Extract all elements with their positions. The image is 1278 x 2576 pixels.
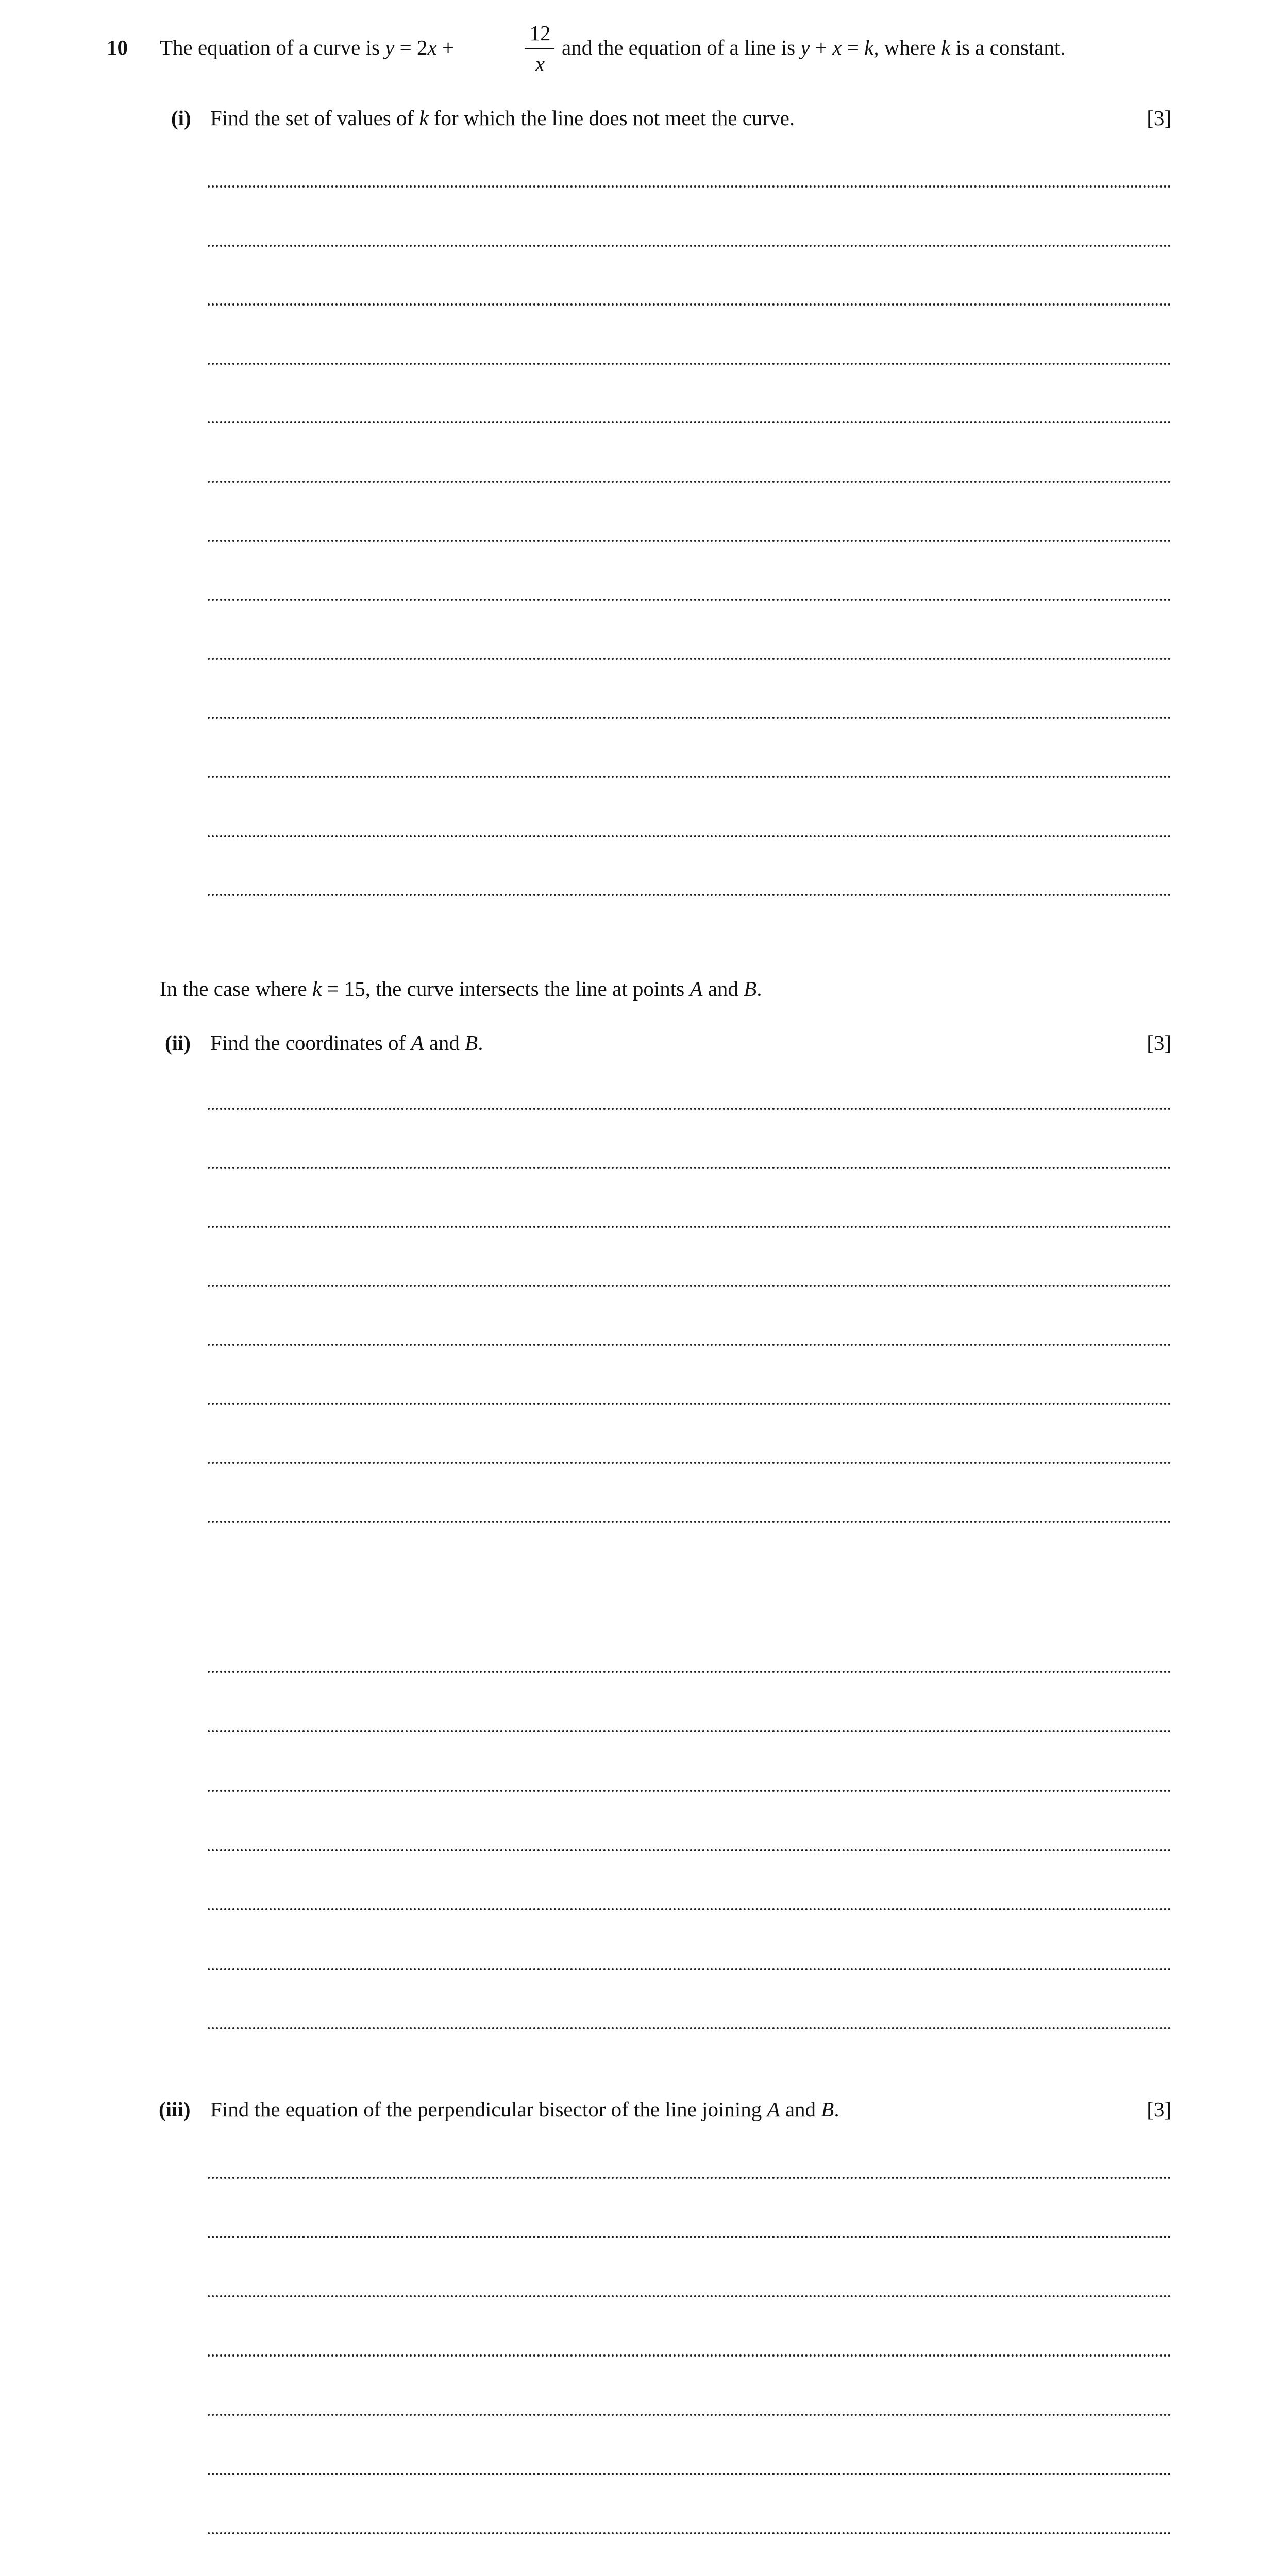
- stem-text: , where: [873, 36, 941, 59]
- stem-text: =: [842, 36, 865, 59]
- answer-line[interactable]: [208, 1167, 1171, 1169]
- answer-line[interactable]: [208, 599, 1171, 601]
- answer-line[interactable]: [208, 2177, 1171, 2179]
- part-ii-text: [210, 1030, 483, 1055]
- answer-line[interactable]: [208, 303, 1171, 306]
- var-B: B: [744, 977, 757, 1001]
- part-iii-marks: [3]: [1147, 2097, 1171, 2121]
- question-stem-part1: [160, 35, 454, 60]
- var-A: A: [411, 1031, 424, 1055]
- part-text: Find the set of values of: [210, 106, 419, 130]
- answer-line[interactable]: [208, 2295, 1171, 2297]
- part-ii-marks: [3]: [1147, 1031, 1171, 1055]
- answer-line[interactable]: [208, 2354, 1171, 2357]
- answer-line[interactable]: [208, 658, 1171, 660]
- answer-line[interactable]: [208, 2532, 1171, 2534]
- var-y: y: [385, 36, 395, 59]
- var-k: k: [941, 36, 951, 59]
- part-iii-label: (iii): [159, 2097, 191, 2121]
- answer-line[interactable]: [208, 1790, 1171, 1792]
- part-ii-label: (ii): [165, 1031, 191, 1055]
- var-A: A: [767, 2097, 780, 2121]
- answer-line[interactable]: [208, 1403, 1171, 1405]
- context-segment: = 15, the curve intersects the line at points: [322, 977, 690, 1001]
- stem-text: +: [810, 36, 833, 59]
- stem-text: +: [436, 36, 455, 59]
- part-iii-text: [210, 2097, 839, 2122]
- answer-line[interactable]: [208, 2027, 1171, 2029]
- answer-line[interactable]: [208, 1108, 1171, 1110]
- answer-line[interactable]: [208, 185, 1171, 188]
- part-text: and: [780, 2097, 821, 2121]
- var-k: k: [419, 106, 429, 130]
- context-segment: .: [756, 977, 762, 1001]
- var-x: x: [427, 36, 437, 59]
- answer-line[interactable]: [208, 2473, 1171, 2475]
- var-y: y: [800, 36, 810, 59]
- answer-line[interactable]: [208, 894, 1171, 896]
- answer-line[interactable]: [208, 1285, 1171, 1287]
- fraction-numerator: 12: [529, 21, 551, 45]
- answer-line[interactable]: [208, 481, 1171, 483]
- answer-line[interactable]: [208, 1849, 1171, 1851]
- question-number: 10: [107, 36, 128, 59]
- var-x: x: [832, 36, 842, 59]
- answer-line[interactable]: [208, 1908, 1171, 1910]
- part-text: .: [834, 2097, 839, 2121]
- var-k: k: [864, 36, 874, 59]
- stem-text: and the equation of a line is: [562, 36, 801, 59]
- answer-line[interactable]: [208, 1226, 1171, 1228]
- part-text: for which the line does not meet the curve.: [428, 106, 795, 130]
- part-text: .: [478, 1031, 483, 1055]
- question-stem-part2: [562, 35, 1066, 60]
- var-k: k: [312, 977, 322, 1001]
- part-text: Find the coordinates of: [210, 1031, 411, 1055]
- answer-line[interactable]: [208, 245, 1171, 247]
- answer-line[interactable]: [208, 1671, 1171, 1673]
- var-A: A: [690, 977, 703, 1001]
- answer-line[interactable]: [208, 776, 1171, 778]
- answer-line[interactable]: [208, 1344, 1171, 1346]
- fraction-bar: [525, 48, 554, 49]
- part-text: and: [424, 1031, 465, 1055]
- var-B: B: [821, 2097, 834, 2121]
- fraction-denominator: x: [535, 52, 545, 76]
- answer-line[interactable]: [208, 2414, 1171, 2416]
- answer-line[interactable]: [208, 1968, 1171, 1970]
- answer-line[interactable]: [208, 1462, 1171, 1464]
- context-text: [160, 976, 762, 1001]
- part-text: Find the equation of the perpendicular bisector of the line joining: [210, 2097, 767, 2121]
- answer-line[interactable]: [208, 1521, 1171, 1523]
- part-i-text: [210, 106, 795, 130]
- context-segment: and: [702, 977, 744, 1001]
- answer-line[interactable]: [208, 835, 1171, 837]
- part-i-label: (i): [171, 106, 191, 130]
- answer-line[interactable]: [208, 363, 1171, 365]
- answer-line[interactable]: [208, 421, 1171, 423]
- answer-line[interactable]: [208, 540, 1171, 542]
- var-B: B: [465, 1031, 478, 1055]
- stem-text: is a constant.: [950, 36, 1066, 59]
- part-i-marks: [3]: [1147, 106, 1171, 130]
- stem-text: = 2: [394, 36, 428, 59]
- stem-text: The equation of a curve is: [160, 36, 385, 59]
- context-segment: In the case where: [160, 977, 312, 1001]
- answer-line[interactable]: [208, 1730, 1171, 1732]
- answer-line[interactable]: [208, 2236, 1171, 2238]
- answer-line[interactable]: [208, 717, 1171, 719]
